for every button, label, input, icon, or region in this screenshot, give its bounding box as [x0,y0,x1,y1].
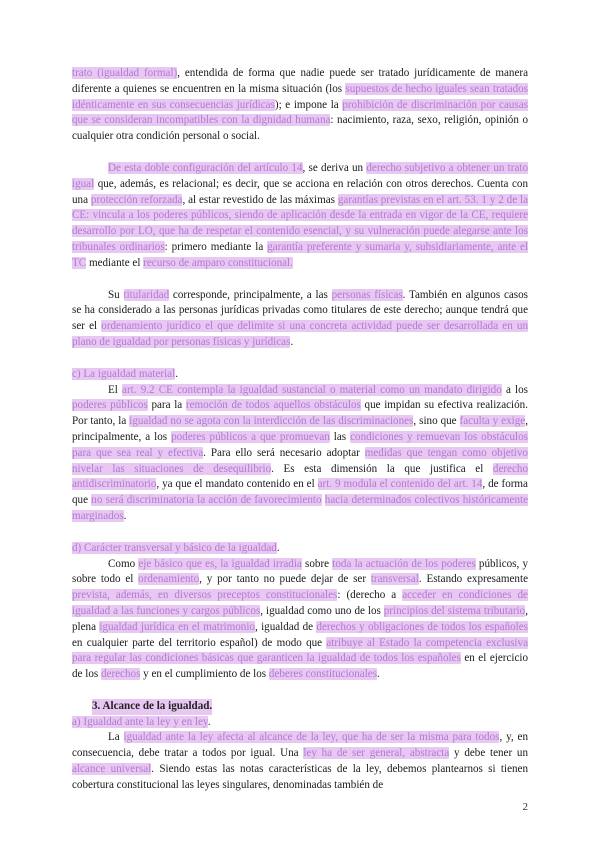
highlight: igualdad ante la ley afecta al alcance de la ley, que ha de ser la misma para todos [123,731,500,744]
highlight: no será discriminatoria la acción de favorecimiento [91,494,322,507]
highlight: De esta doble configuración del artículo 14 [108,161,303,174]
heading-text: a) Igualdad ante la ley y en ley [72,715,208,728]
highlight: ley ha de ser general, abstracta [303,747,450,760]
highlight: hacia determinados colectivos históricamente marginados [72,494,528,522]
highlight: prohibición de discriminación por causas que se consideran incompatibles con la dignidad humana [72,98,528,127]
highlight: garantías previstas en el art. 53. 1 y 2 de la CE: vincula a los poderes públicos, siendo de aplicación desde la entrada en vigor de la CE, requiere desarrollo por LO, que ha de respetar el contenido esencial, y su vulneración puede alegarse ante los tribunales ordinarios [72,193,529,253]
highlight: ordenamiento [138,573,200,586]
highlight: art. 9 modula el contenido del art. 14 [317,478,483,491]
paragraph-igualdad-formal: trato (igualdad formal), entendida de forma que nadie puede ser tratado jurídicamente de manera diferente a quienes se encuentren en la misma situación (los supuestos de hecho iguales sean tratados idénticamente en sus consecuencias jurídicas); e impone la prohibición de discriminación por causas que se consideran incompatibles con la dignidad humana: nacimiento, raza, sexo, religión, opinión o cualquier otra condición personal o social. [72,67,528,143]
highlight: igualdad jurídica en el matrimonio [99,620,255,633]
paragraph-caracter-transversal: Como eje básico que es, la igualdad irradia sobre toda la actuación de los poderes públicos, y sobre todo el ordenamiento, y por tanto no puede dejar de ser transversal. Estando expresamente prevista, además, en diversos preceptos constitucionales: (derecho a acceder en condiciones de igualdad a las funciones y cargos públicos, igualdad como uno de los principios del sistema tributario, plena igualdad jurídica en el matrimonio, igualdad de derechos y obligaciones de todos los españoles en cualquier parte del territorio español) de modo que atribuye al Estado la competencia exclusiva para regular las condiciones básicas que garanticen la igualdad de todos los españoles en el ejercicio de los derechos y en el cumplimiento de los deberes constitucionales. [72,557,528,681]
highlight: faculta y exige [459,415,526,428]
highlight: toda la actuación de los poderes [332,557,476,570]
highlight: eje básico que es, la igualdad irradia [138,557,302,570]
paragraph-titularidad: Su titularidad corresponde, principalmente, a las personas físicas. También en algunos casos se ha considerado a las personas jurídicas privadas como titulares de este derecho; aunque tendrá que ser el ordenamiento jurídico el que delimite si una concreta actividad puede ser desarrollada en un plano de igualdad por personas físicas y jurídicas. [72,288,528,348]
section-heading [72,699,528,715]
highlight: derechos y obligaciones de todos los españoles [316,620,528,633]
page-number: 2 [522,801,528,813]
highlight: titularidad [123,288,170,301]
highlight: poderes públicos [72,399,148,412]
highlight: personas físicas [331,288,403,301]
heading-text: d) Carácter transversal y básico de la igualdad [72,541,277,554]
highlight: art. 9.2 CE contempla la igualdad sustancial o material como un mandato dirigido [122,383,502,396]
highlight: protección reforzada [90,193,183,206]
paragraph-igualdad-material: El art. 9.2 CE contempla la igualdad sustancial o material como un mandato dirigido a los poderes públicos para la remoción de todos aquellos obstáculos que impidan su efectiva realización. Por tanto, la igualdad no se agota con la interdicción de las discriminaciones, sino que faculta y exige, principalmente, a los poderes públicos a que promuevan las condiciones y remuevan los obstáculos para que sea real y efectiva. Para ello será necesario adoptar medidas que tengan como objetivo nivelar las situaciones de desequilibrio. Es esta dimensión la que justifica el derecho antidiscriminatorio, ya que el mandato contenido en el art. 9 modula el contenido del art. 14, de forma que no será discriminatoria la acción de favorecimiento hacia determinados colectivos históricamente marginados. [72,383,529,522]
highlight: prevista, además, en diversos preceptos constitucionales [72,589,338,602]
highlight: trato (igualdad formal) [72,67,178,79]
highlight: transversal [370,573,419,586]
section-title: 3. Alcance de la igualdad. [92,699,212,715]
highlight: derechos [100,668,141,681]
heading-caracter-transversal: d) Carácter transversal y básico de la igualdad. [72,541,280,554]
highlight: principios del sistema tributario [383,604,526,617]
highlight: derecho antidiscriminatorio [72,462,528,491]
highlight: igualdad no se agota con la interdicción de las discriminaciones [129,415,414,428]
highlight: condiciones y remuevan los obstáculos para que sea real y efectiva [72,430,528,459]
highlight: derecho subjetivo a obtener un trato igual [72,161,529,190]
paragraph-igualdad-ante-ley: La igualdad ante la ley afecta al alcance de la ley, que ha de ser la misma para todos, y, en consecuencia, debe tratar a todos por igual. Una ley ha de ser general, abstracta y debe tener un alcance universal. Siendo estas las notas características de la ley, debemos plantearnos si tienen cobertura constitucional las leyes singulares, denominadas también de [72,731,529,791]
highlight: acceder en condiciones de igualdad a las funciones y cargos públicos [72,589,528,617]
highlight: atribuye al Estado la competencia exclusiva para regular las condiciones básicas que garanticen la igualdad de todos los españoles [72,636,528,665]
highlight: garantía preferente y sumaria y, subsidiariamente, ante el TC [72,240,528,269]
heading-igualdad-material: c) La igualdad material. [72,367,178,380]
highlight: remoción de todos aquellos obstáculos [185,399,361,412]
heading-igualdad-ante-ley: a) Igualdad ante la ley y en ley. [72,715,211,728]
highlight: alcance universal [72,763,152,776]
highlight: ordenamiento jurídico el que delimite si una concreta actividad puede ser desarrollada en un plano de igualdad por personas físicas y jurídicas [72,320,528,348]
heading-text: c) La igualdad material [72,367,176,380]
highlight: poderes públicos a que promuevan [171,430,330,443]
highlight: recurso de amparo constitucional. [143,256,293,269]
highlight: supuestos de hecho iguales sean tratados idénticamente en sus consecuencias jurídicas [72,82,528,111]
highlight: medidas que tengan como objetivo nivelar las situaciones de desequilibrio [72,446,528,475]
highlight: deberes constitucionales [268,668,378,681]
paragraph-derecho-subjetivo: De esta doble configuración del artículo 14, se deriva un derecho subjetivo a obtener un trato igual que, además, es relacional; es decir, que se acciona en relación con otros derechos. Cuenta con una protección reforzada, al estar revestido de las máximas garantías previstas en el art. 53. 1 y 2 de la CE: vincula a los poderes públicos, siendo de aplicación desde la entrada en vigor de la CE, requiere desarrollo por LO, que ha de respetar el contenido esencial, y su vulneración puede alegarse ante los tribunales ordinarios: primero mediante la garantía preferente y sumaria y, subsidiariamente, ante el TC mediante el recurso de amparo constitucional. [72,161,529,269]
